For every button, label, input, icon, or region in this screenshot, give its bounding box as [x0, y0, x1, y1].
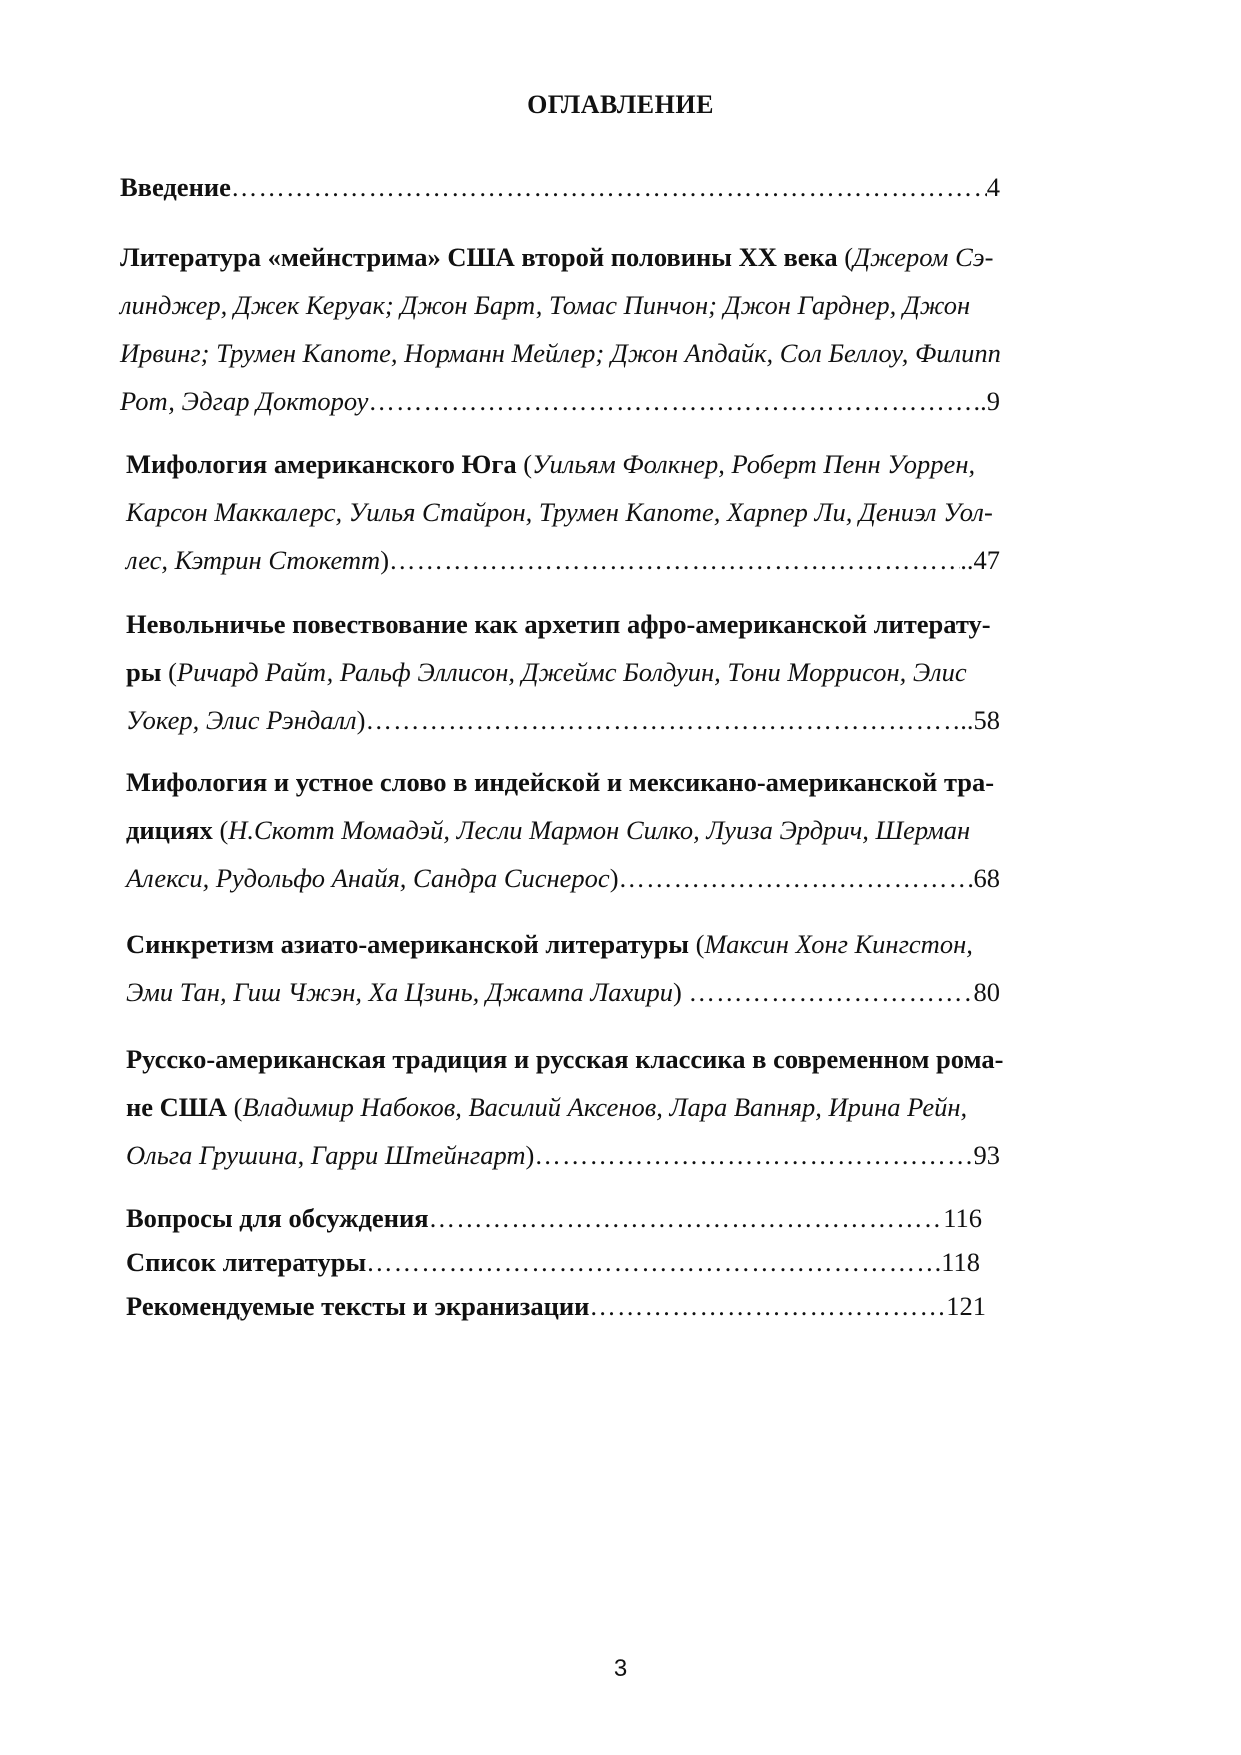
leader-dots — [368, 377, 973, 425]
toc-entry-label: Вопросы для обсуждения — [126, 1203, 429, 1233]
toc-entry-authors: Ольга Грушина — [126, 1140, 298, 1170]
toc-entry-label: Введение — [120, 172, 231, 202]
toc-entry-slave-narrative[interactable]: Невольничье повествование как архетип афро-американской литерату- ры (Ричард Райт, Ральф Эллисон, Джеймс Болдуин, Тони Моррисон, Элис Уокер, Элис Рэндалл ) …………………………………………………………………………………………………………………………………………………………………………………………………… ..58 — [126, 600, 1000, 744]
toc-page-number: 4 — [986, 172, 1000, 202]
leader-dots — [688, 968, 973, 1016]
toc-entry-title: Невольничье повествование как архетип афро-американской литерату- — [126, 609, 991, 639]
toc-page-number: ..47 — [960, 545, 1000, 575]
page-title: ОГЛАВЛЕНИЕ — [527, 90, 714, 119]
toc-entry-intro[interactable] — [120, 163, 1000, 211]
toc-page-number: ..58 — [960, 705, 1000, 735]
page-number: 3 — [613, 1655, 628, 1682]
toc-page-number: .118 — [934, 1247, 980, 1277]
toc-entry-authors: Ричард Райт, Ральф Эллисон, Джеймс Болдуин, Тони Моррисон, Элис — [176, 657, 967, 687]
toc-entry-authors: линджер, Джек Керуак; Джон Барт, Томас Пинчон; Джон Гарднер, Джон — [120, 290, 971, 320]
leader-dots — [534, 1131, 973, 1179]
toc-entry-authors: Н.Скотт Момадэй, Лесли Мармон Силко, Луиза Эрдрич, Шерман — [228, 815, 971, 845]
toc-entry-title: Русско-американская традиция и русская классика в современном рома- — [126, 1044, 1004, 1074]
toc-page-number: 116 — [943, 1203, 982, 1233]
toc-entry-title: не США — [126, 1092, 228, 1122]
toc-entry-title: Мифология и устное слово в индейской и мексикано-американской тра- — [126, 767, 995, 797]
leader-dots — [231, 163, 987, 211]
leader-dots — [589, 1284, 946, 1328]
leader-dots — [365, 696, 960, 744]
toc-entry-mainstream[interactable]: Литература «мейнстрима» США второй половины XX века (Джером Сэ- линджер, Джек Керуак; Джон Барт, Томас Пинчон; Джон Гарднер, Джон Ирвинг; Трумен Капоте, Норманн Мейлер; Джон Апдайк, Сол Беллоу, Филипп Рот, Эдгар Доктороу …………………………………………………………………………………………………………………………………………………………………………………………………… ..9 — [120, 233, 1000, 425]
toc-entry-title: Мифология американского Юга — [126, 449, 517, 479]
toc-page-number: 80 — [973, 977, 1000, 1007]
toc-entry-south[interactable]: Мифология американского Юга (Уильям Фолкнер, Роберт Пенн Уоррен, Карсон Маккалерс, Уилья Стайрон, Трумен Капоте, Харпер Ли, Дениэл Уол- лес, Кэтрин Стокетт ) …………………………………………………………………………………………………………………………………………………………………………………………………… ..47 — [126, 440, 1000, 584]
leader-dots — [619, 854, 974, 902]
leader-dots — [429, 1196, 944, 1240]
toc-entry-authors: лес, Кэтрин Стокетт — [126, 545, 381, 575]
toc-entry-label: Рекомендуемые тексты и экранизации — [126, 1291, 590, 1321]
toc-entry-authors: Уильям Фолкнер, Роберт Пенн Уоррен, — [532, 449, 976, 479]
toc-entry-asian-american[interactable]: Синкретизм азиато-американской литературы (Максин Хонг Кингстон, Эми Тан, Гиш Чжэн, Ха Цзинь, Джампа Лахири ) …………………………………………………………………………………………………………………………………………………………………………………………………… 80 — [126, 920, 1000, 1016]
toc-entry-authors: Максин Хонг Кингстон, — [704, 929, 973, 959]
toc-entry-title: ры — [126, 657, 162, 687]
toc-entry-authors: Эми Тан, Гиш Чжэн, Ха Цзинь, Джампа Лахири — [126, 977, 674, 1007]
toc-entry-authors: Карсон Маккалерс, Уилья Стайрон, Трумен Капоте, Харпер Ли, Дениэл Уол- — [126, 497, 993, 527]
toc-entry-title: Литература «мейнстрима» США второй половины XX века — [120, 242, 838, 272]
toc-entry-authors: Владимир Набоков, Василий Аксенов, Лара Вапняр, Ирина Рейн, — [242, 1092, 968, 1122]
toc-page-number: ..9 — [973, 386, 1000, 416]
toc-page-number: 121 — [946, 1291, 986, 1321]
toc-entry-native-mexican[interactable]: Мифология и устное слово в индейской и мексикано-американской тра- дициях (Н.Скотт Момадэй, Лесли Мармон Силко, Луиза Эрдрич, Шерман Алекси, Рудольфо Анайя, Сандра Сиснерос ) …………………………………………………………………………………………………………………………………………………………………………………………………… 68 — [126, 758, 1000, 902]
toc-entry-authors: Джером Сэ- — [853, 242, 994, 272]
toc-entry-title: дициях — [126, 815, 213, 845]
toc-entry-authors: Уокер, Элис Рэндалл — [126, 705, 357, 735]
toc-entry-authors: Гарри Штейнгарт — [310, 1140, 526, 1170]
toc-page-number: 93 — [973, 1140, 1000, 1170]
toc-entry-authors: Ирвинг; Трумен Капоте, Норманн Мейлер; Джон Апдайк, Сол Беллоу, Филипп — [120, 338, 1001, 368]
leader-dots — [366, 1240, 934, 1284]
toc-entry-authors: Рот, Эдгар Доктороу — [120, 386, 369, 416]
toc-page-number: 68 — [973, 863, 1000, 893]
toc-entry-label: Список литературы — [126, 1247, 367, 1277]
toc-entry-title: Синкретизм азиато-американской литературы — [126, 929, 689, 959]
leader-dots — [389, 536, 960, 584]
toc-entry-authors: Алекси, Рудольфо Анайя, Сандра Сиснерос — [126, 863, 610, 893]
toc-entry-questions[interactable] — [126, 1196, 982, 1240]
toc-entry-recommended[interactable] — [126, 1284, 986, 1328]
toc-entry-bibliography[interactable] — [126, 1240, 980, 1284]
toc-entry-russian-american[interactable]: Русско-американская традиция и русская классика в современном рома- не США (Владимир Набоков, Василий Аксенов, Лара Вапняр, Ирина Рейн, Ольга Грушина , Гарри Штейнгарт ) …………………………………………………………………………………………………………………………………………………………………………………………………… 93 — [126, 1035, 1000, 1179]
